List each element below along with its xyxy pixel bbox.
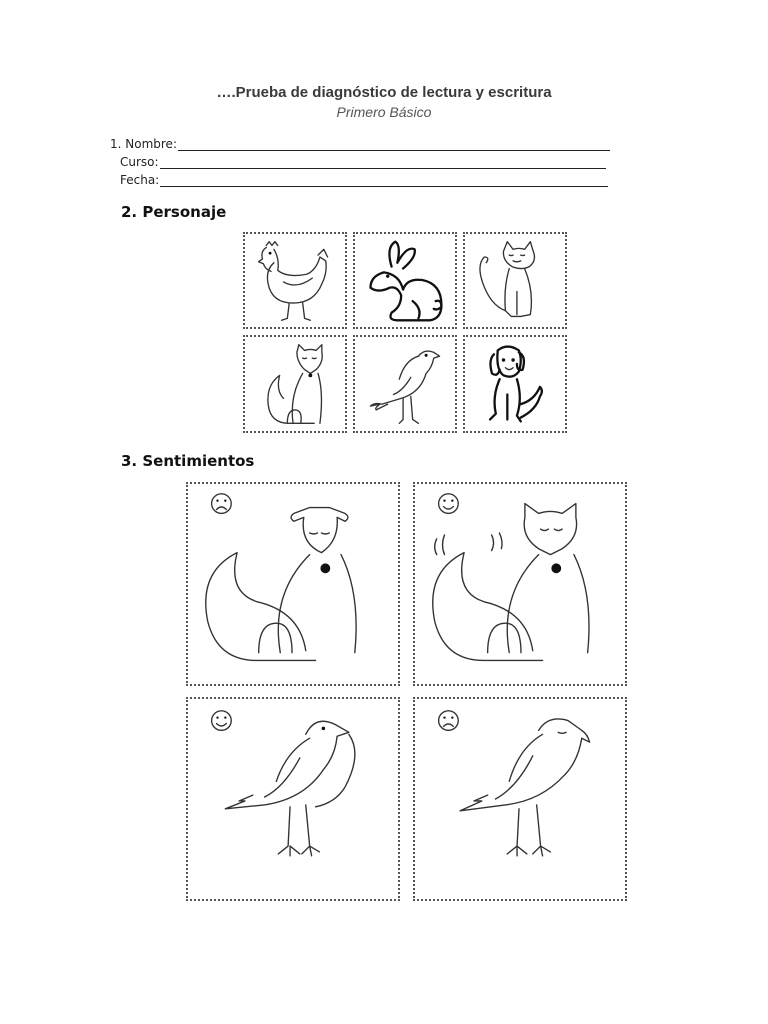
happy-fox-icon[interactable] [413,482,627,686]
hen-icon[interactable] [243,232,347,329]
worksheet-title: ….Prueba de diagnóstico de lectura y escritura [216,84,552,101]
name-label: 1. Nombre: [110,137,177,151]
bird-icon[interactable] [353,335,457,433]
section-sentimientos-heading: 3. Sentimientos [121,452,255,470]
date-line[interactable] [160,174,608,187]
cat-icon[interactable] [463,232,567,329]
date-field[interactable] [120,173,608,187]
name-field[interactable] [110,137,610,151]
course-line[interactable] [160,156,606,169]
date-label: Fecha: [120,173,160,187]
rabbit-icon[interactable] [353,232,457,329]
course-field[interactable] [120,155,606,169]
sad-bird-icon[interactable] [413,697,627,901]
happy-bird-icon[interactable] [186,697,400,901]
fox-icon[interactable] [243,335,347,433]
course-label: Curso: [120,155,159,169]
worksheet-subtitle: Primero Básico [336,104,432,120]
name-line[interactable] [178,138,610,151]
sad-fox-icon[interactable] [186,482,400,686]
dog-icon[interactable] [463,335,567,433]
section-personaje-heading: 2. Personaje [121,203,227,221]
